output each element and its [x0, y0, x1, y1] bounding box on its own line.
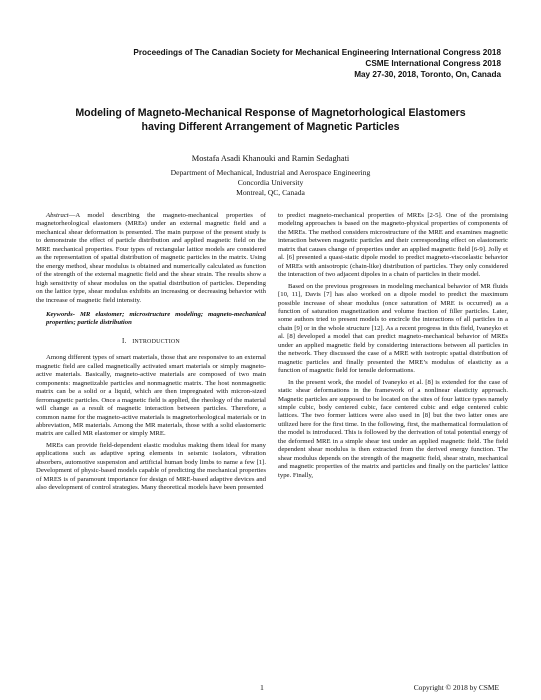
keywords: Keywords- MR elastomer; microstructure modeling; magneto-mechanical properties; particle distribution [46, 310, 266, 327]
body-paragraph: to predict magneto-mechanical properties of MREs [2-5]. One of the promising modeling approaches is based on the magneto-physical properties of components of the MREs. The method considers microstructure of the MRE and examines magnetic interaction between magnetic particles and their corresponding effect on elastomeric matrix that causes change of properties under an applied magnetic field [6-9]. Jolly et al. [6] presented a quasi-static dipole model to predict magneto-viscoelastic behavior of MREs with anisotropic (chain-like) distribution of particles. They only considered the interaction of two adjacent dipoles in a chain of particles in their model. [278, 212, 508, 279]
copyright-notice: Copyright © 2018 by CSME [413, 683, 499, 692]
affiliation-line: Department of Mechanical, Industrial and Aerospace Engineering [170, 168, 371, 177]
conference-date-location: May 27-30, 2018, Toronto, On, Canada [354, 70, 501, 79]
conference-header [133, 47, 501, 80]
paper-title [30, 106, 511, 134]
title-line: having Different Arrangement of Magnetic Particles [141, 121, 400, 133]
body-paragraph: MREs can provide field-dependent elastic modulus making them ideal for many applications such as adaptive spring elements in seismic isolators, vibration absorbers, automotive suspension and artificial human body limbs to name a few [1]. Development of physic-based models capable of predicting the mechanical properties of MRES is of paramount importance for design of MRE-based adaptive devices and also development of control strategies. Many theoretical models have been presented [36, 441, 266, 492]
affiliation-line: Concordia University [237, 178, 304, 187]
section-title: INTRODUCTION [132, 338, 180, 345]
title-line: Modeling of Magneto-Mechanical Response of Magnetorhological Elastomers [75, 107, 466, 119]
congress-name: CSME International Congress 2018 [365, 59, 501, 68]
abstract [36, 212, 266, 305]
body-paragraph: Based on the previous progresses in modeling mechanical behavior of MR fluids [10, 11], Davis [7] has also worked on a dipole model to predict the maximum possible increase of shear modulus (once saturation of MRE is occurred) as a function of saturation magnetization and volume fraction of filler particles. Later, some authors tried to present models to encircle the interactions of all particles in a chain [9] or in the whole structure [12]. As a recent progress in this field, Ivaneyko et al. [8] developed a model that can predict magneto-mechanical behavior of MREs under an applied magnetic field by considering interactions between all particles in the network. They discussed the case of a MRE with isotropic spatial distribution of magnetic particles and finally presented the MRE’s modulus of elasticity as a function of magnetic field for tensile deformations. [278, 282, 508, 375]
affiliation [30, 168, 511, 198]
affiliation-line: Montreal, QC, Canada [236, 188, 305, 197]
page-number: 1 [260, 683, 264, 692]
conference-name: Proceedings of The Canadian Society for Mechanical Engineering International Congress 2018 [133, 48, 501, 57]
abstract-text: —A model describing the magneto-mechanical properties of magnetorheological elastomers (MREs) under an external magnetic field and a mechanical shear deformation is presented. The main purpose of the present study is to demonstrate the effect of particle distribution and applied magnetic field on the MRE mechanical properties. Four types of rectangular lattice models are considered as the representation of spatial distribution of magnetic particles in the matrix. Using the energy method, shear modulus is obtained and numerically calculated as function of the strength of the external magnetic field and the shear strain. The results show a high sensitivity of shear modulus on the spatial distribution of particles. Depending on the lattice type, shear modulus exhibits an increasing or decreasing behavior with the increase of magnetic field intensity. [36, 212, 266, 304]
right-column [278, 212, 508, 483]
left-column [36, 212, 266, 496]
body-paragraph: Among different types of smart materials, those that are responsive to an external magnetic field are called magnetically activated smart materials or simply magneto-active materials. Basically, magneto-active materials are composed of two main components: magnetizable particles and nonmagnetic matrix. The host nonmagnetic matrix can be a solid or a liquid, which are then impregnated with micron-sized ferromagnetic particles. Once a magnetic field is applied, the rheology of the material will change as a result of magnetic interaction between particles. Therefore, a common name for the magneto-active materials is magnetorheological materials or in abbreviation, MR materials. Among the MR materials, those with a solid elastomeric matrix are called MR elastomer or simply MRE. [36, 354, 266, 438]
body-paragraph: In the present work, the model of Ivaneyko et al. [8] is extended for the case of static shear deformations in the framework of a nonlinear elasticity approach. Magnetic particles are supposed to be located on the sites of four lattice types namely simple cubic, body centered cubic, face centered cubic and edge centered cubic lattices. The two former lattices were also used in [8] but the two latter ones are utilized here for the first time. In the following, first, the mathematical formulation of the model is introduced. This is followed by the derivation of total potential energy of the deformed MRE in a simple shear test under an applied magnetic field. The field dependent shear modulus is then extracted from the derived energy function. The shear modulus depends on the strength of the magnetic field, shear strain, mechanical and magnetic properties of the matrix and particles and finally on the particles' lattice type. Finally, [278, 378, 508, 479]
section-heading [36, 338, 266, 346]
authors: Mostafa Asadi Khanouki and Ramin Sedaghati [191, 154, 350, 163]
abstract-label: Abstract [46, 212, 69, 219]
section-number: I. [122, 337, 127, 345]
